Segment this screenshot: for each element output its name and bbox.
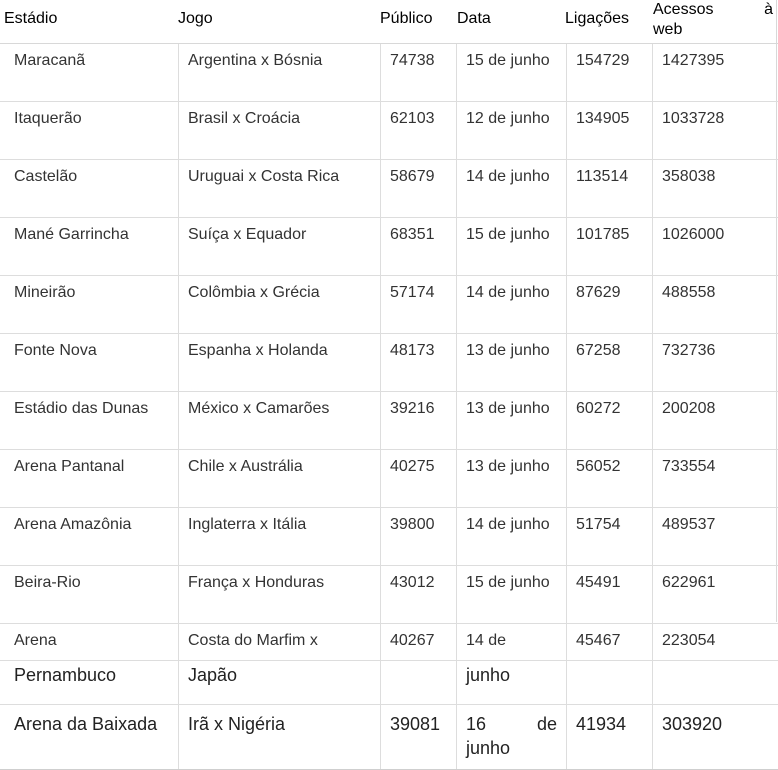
- cell-estadio: Arena da Baixada: [14, 714, 158, 734]
- cell-ligacoes: 67258: [566, 334, 652, 391]
- cell-jogo: França x Honduras: [178, 566, 380, 623]
- cell-acessos: 1033728: [652, 102, 772, 159]
- cell-data: 15 de junho: [456, 218, 566, 275]
- table-row: [0, 566, 778, 624]
- table-row: [0, 102, 778, 160]
- cell-estadio: Mané Garrincha: [14, 226, 129, 243]
- cell-jogo: Chile x Austrália: [178, 450, 380, 507]
- cell-jogo: Colômbia x Grécia: [178, 276, 380, 333]
- cell-estadio: Fonte Nova: [14, 342, 97, 359]
- cell-estadio: Castelão: [14, 168, 78, 185]
- table-row: [0, 624, 778, 661]
- cell-jogo: México x Camarões: [178, 392, 380, 449]
- cell-publico: 74738: [380, 44, 456, 101]
- cell-ligacoes: 87629: [566, 276, 652, 333]
- header-jogo: Jogo: [178, 10, 213, 27]
- cell-estadio: Pernambuco: [14, 665, 117, 685]
- cell-jogo: Brasil x Croácia: [178, 102, 380, 159]
- cell-publico: 68351: [380, 218, 456, 275]
- cell-data: 12 de junho: [456, 102, 566, 159]
- cell-publico: 57174: [380, 276, 456, 333]
- cell-publico: 43012: [380, 566, 456, 623]
- table-row: [0, 160, 778, 218]
- table-row: [0, 508, 778, 566]
- cell-jogo: Irã x Nigéria: [178, 705, 380, 769]
- cell-ligacoes: 154729: [566, 44, 652, 101]
- cell-jogo: Inglaterra x Itália: [178, 508, 380, 565]
- cell-acessos: 622961: [652, 566, 772, 623]
- cell-publico: 39081: [380, 705, 456, 769]
- table-row: [0, 661, 778, 705]
- cell-data: 13 de junho: [456, 450, 566, 507]
- cell-publico: [380, 661, 456, 704]
- stadium-table: [0, 44, 778, 770]
- cell-ligacoes: 51754: [566, 508, 652, 565]
- cell-publico: 58679: [380, 160, 456, 217]
- cell-ligacoes: 113514: [566, 160, 652, 217]
- cell-acessos: 732736: [652, 334, 772, 391]
- cell-ligacoes: 45491: [566, 566, 652, 623]
- cell-data: 14 de junho: [456, 508, 566, 565]
- cell-estadio: Itaquerão: [14, 110, 82, 127]
- cell-jogo: Argentina x Bósnia: [178, 44, 380, 101]
- cell-estadio: Maracanã: [14, 52, 86, 69]
- cell-ligacoes: 56052: [566, 450, 652, 507]
- cell-jogo: Costa do Marfim x: [178, 624, 380, 660]
- cell-acessos: 200208: [652, 392, 772, 449]
- cell-estadio: Beira-Rio: [14, 574, 81, 591]
- cell-acessos: 1026000: [652, 218, 772, 275]
- cell-publico: 48173: [380, 334, 456, 391]
- cell-publico: 40267: [380, 624, 456, 660]
- cell-acessos: [652, 661, 772, 704]
- cell-jogo: Uruguai x Costa Rica: [178, 160, 380, 217]
- cell-acessos: 733554: [652, 450, 772, 507]
- cell-data: 13 de junho: [456, 392, 566, 449]
- cell-data: 13 de junho: [456, 334, 566, 391]
- cell-data: 15 de junho: [456, 566, 566, 623]
- cell-ligacoes: 60272: [566, 392, 652, 449]
- header-data: Data: [457, 10, 491, 27]
- cell-estadio: Estádio das Dunas: [14, 400, 149, 417]
- header-acessos-line2: web: [653, 21, 683, 38]
- cell-data: 16 de junho: [456, 705, 566, 769]
- cell-acessos: 1427395: [652, 44, 772, 101]
- table-row: [0, 218, 778, 276]
- cell-ligacoes: 41934: [566, 705, 652, 769]
- cell-publico: 62103: [380, 102, 456, 159]
- cell-ligacoes: [566, 661, 652, 704]
- cell-data: junho: [456, 661, 566, 704]
- cell-jogo: Suíça x Equador: [178, 218, 380, 275]
- cell-publico: 39800: [380, 508, 456, 565]
- cell-data: 14 de junho: [456, 160, 566, 217]
- table-row: [0, 705, 778, 770]
- cell-data: 14 de: [456, 624, 566, 660]
- cell-estadio: Arena: [14, 632, 57, 649]
- table-row: [0, 392, 778, 450]
- cell-estadio: Mineirão: [14, 284, 76, 301]
- cell-acessos: 303920: [652, 705, 772, 769]
- table-header: [0, 0, 778, 44]
- table-row: [0, 44, 778, 102]
- cell-ligacoes: 45467: [566, 624, 652, 660]
- cell-estadio: Arena Pantanal: [14, 458, 125, 475]
- table-row: [0, 334, 778, 392]
- header-ligacoes: Ligações: [565, 10, 630, 27]
- table-row: [0, 276, 778, 334]
- cell-acessos: 488558: [652, 276, 772, 333]
- cell-ligacoes: 101785: [566, 218, 652, 275]
- cell-estadio: Arena Amazônia: [14, 516, 132, 533]
- cell-acessos: 358038: [652, 160, 772, 217]
- cell-jogo: Espanha x Holanda: [178, 334, 380, 391]
- header-estadio: Estádio: [4, 10, 58, 27]
- header-acessos: Acessos à: [653, 1, 773, 18]
- cell-data: 14 de junho: [456, 276, 566, 333]
- cell-jogo: Japão: [178, 661, 380, 704]
- cell-ligacoes: 134905: [566, 102, 652, 159]
- header-publico: Público: [380, 10, 433, 27]
- cell-publico: 39216: [380, 392, 456, 449]
- cell-acessos: 223054: [652, 624, 772, 660]
- cell-acessos: 489537: [652, 508, 772, 565]
- table-row: [0, 450, 778, 508]
- cell-data: 15 de junho: [456, 44, 566, 101]
- cell-publico: 40275: [380, 450, 456, 507]
